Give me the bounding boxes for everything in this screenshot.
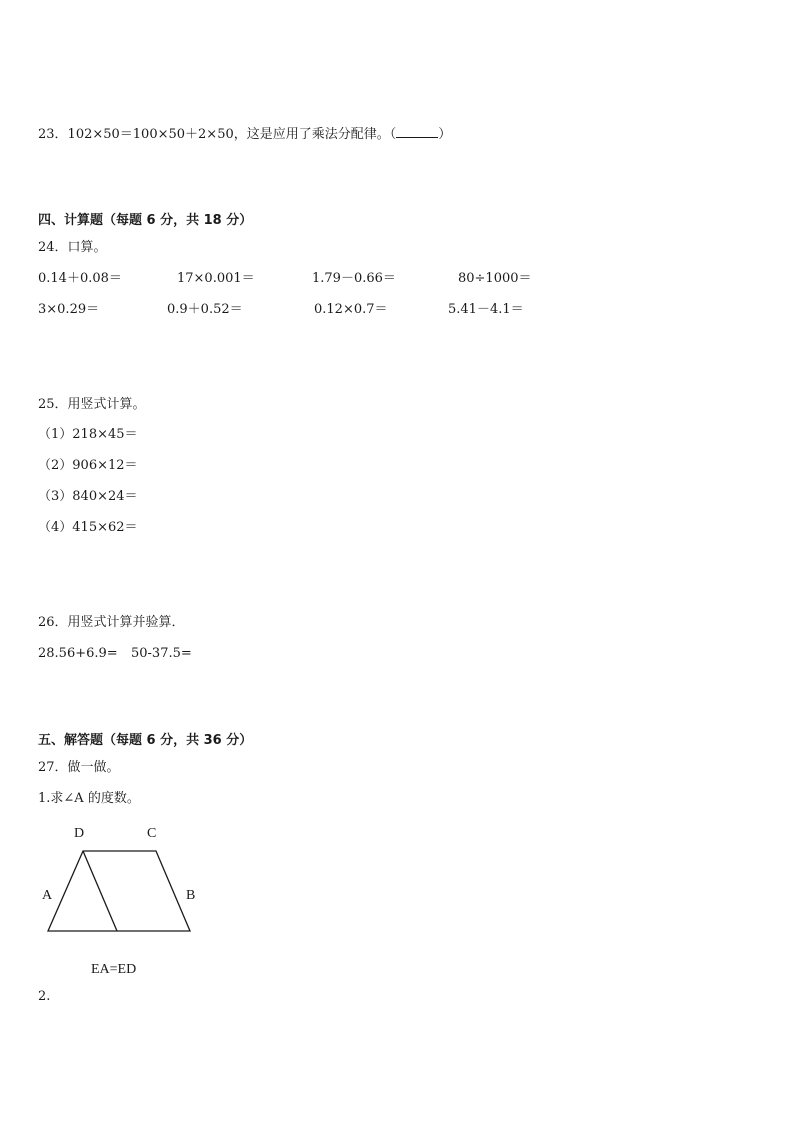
- question-24-title: 24．口算。: [38, 240, 107, 255]
- vertex-label-c: C: [147, 826, 157, 841]
- question-23-text: 23．102×50＝100×50＋2×50，这是应用了乘法分配律。（: [38, 127, 397, 142]
- section-4-title: 四、计算题（每题 6 分，共 18 分）: [38, 213, 253, 228]
- q26-item-1: 28.56+6.9=: [38, 646, 118, 661]
- q24-item-1-1: 0.14＋0.08＝: [38, 271, 122, 286]
- segment-de: [83, 851, 117, 931]
- q25-item-4: （4）415×62＝: [38, 520, 138, 535]
- q24-item-1-4: 80÷1000＝: [458, 271, 532, 286]
- section-5-title: 五、解答题（每题 6 分，共 36 分）: [38, 733, 253, 748]
- q24-item-1-2: 17×0.001＝: [177, 271, 255, 286]
- vertex-label-d: D: [74, 826, 85, 841]
- question-27-sub-2: 2.: [38, 989, 51, 1004]
- question-27-title: 27．做一做。: [38, 760, 120, 775]
- q26-item-2: 50-37.5=: [131, 646, 192, 661]
- question-27-sub-1: 1.求∠A 的度数。: [38, 791, 140, 806]
- question-26-title: 26．用竖式计算并验算．: [38, 615, 185, 630]
- q25-item-2: （2）906×12＝: [38, 458, 138, 473]
- q24-item-1-3: 1.79－0.66＝: [312, 271, 396, 286]
- figure-caption: EA=ED: [91, 962, 137, 977]
- q25-item-1: （1）218×45＝: [38, 427, 138, 442]
- vertex-label-a: A: [42, 888, 53, 903]
- question-25-title: 25．用竖式计算。: [38, 397, 146, 412]
- q24-item-2-4: 5.41－4.1＝: [448, 302, 524, 317]
- vertex-label-b: B: [186, 888, 196, 903]
- parallelogram-shape: [48, 851, 190, 931]
- q25-item-3: （3）840×24＝: [38, 489, 138, 504]
- q24-item-2-3: 0.12×0.7＝: [314, 302, 388, 317]
- q24-item-2-1: 3×0.29＝: [38, 302, 100, 317]
- question-23-close: ）: [438, 127, 452, 142]
- q24-item-2-2: 0.9＋0.52＝: [167, 302, 243, 317]
